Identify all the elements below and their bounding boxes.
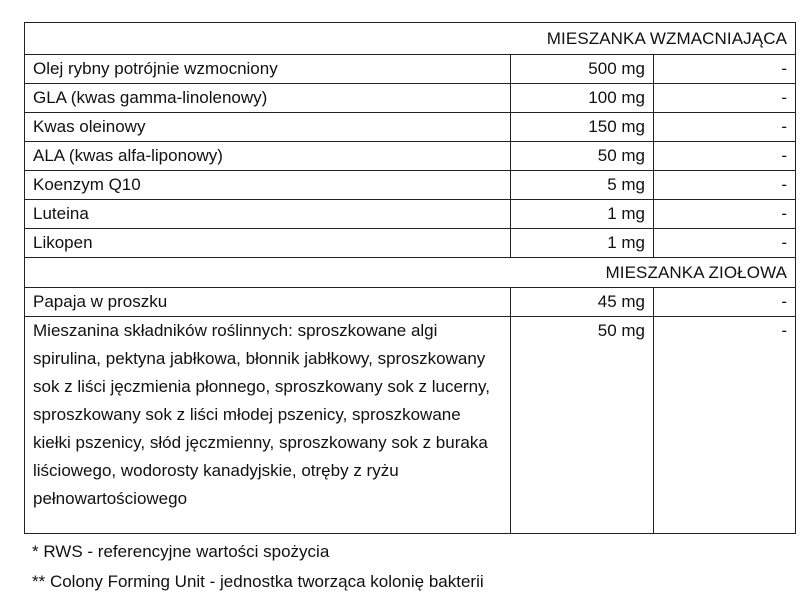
- table-row: [25, 113, 796, 142]
- ingredient-rws: -: [654, 55, 796, 84]
- ingredient-rws: -: [654, 317, 796, 534]
- ingredient-name: Olej rybny potrójnie wzmocniony: [25, 55, 511, 84]
- ingredient-amount: 5 mg: [511, 171, 654, 200]
- ingredient-amount: 1 mg: [511, 200, 654, 229]
- ingredient-amount: 50 mg: [511, 142, 654, 171]
- ingredient-name: Likopen: [25, 229, 511, 258]
- table-row: [25, 317, 796, 534]
- footnote-cfu: ** Colony Forming Unit - jednostka tworząca kolonię bakterii: [32, 572, 484, 591]
- ingredient-rws: -: [654, 229, 796, 258]
- section-title-ziolowa: MIESZANKA ZIOŁOWA: [25, 258, 796, 288]
- ingredient-rws: -: [654, 113, 796, 142]
- ingredient-name: Kwas oleinowy: [25, 113, 511, 142]
- table-row: [25, 229, 796, 258]
- footnotes: [32, 537, 484, 597]
- ingredient-amount: 150 mg: [511, 113, 654, 142]
- ingredient-rws: -: [654, 84, 796, 113]
- ingredient-rws: -: [654, 142, 796, 171]
- ingredient-rws: -: [654, 171, 796, 200]
- table-row: [25, 288, 796, 317]
- table-row: [25, 84, 796, 113]
- footnote-rws: * RWS - referencyjne wartości spożycia: [32, 542, 330, 561]
- table-row: [25, 200, 796, 229]
- nutrition-table: [24, 22, 796, 534]
- ingredient-name: Papaja w proszku: [25, 288, 511, 317]
- ingredient-amount: 1 mg: [511, 229, 654, 258]
- ingredient-name: GLA (kwas gamma-linolenowy): [25, 84, 511, 113]
- ingredient-rws: -: [654, 288, 796, 317]
- ingredient-name: ALA (kwas alfa-liponowy): [25, 142, 511, 171]
- section-header-row: [25, 23, 796, 55]
- section-title-wzmacniajaca: MIESZANKA WZMACNIAJĄCA: [25, 23, 796, 55]
- ingredient-name: Luteina: [25, 200, 511, 229]
- ingredient-amount: 100 mg: [511, 84, 654, 113]
- ingredient-rws: -: [654, 200, 796, 229]
- table-row: [25, 171, 796, 200]
- table-row: [25, 142, 796, 171]
- ingredient-name: Koenzym Q10: [25, 171, 511, 200]
- ingredient-name: Mieszanina składników roślinnych: sproszkowane algi spirulina, pektyna jabłkowa, błonnik jabłkowy, sproszkowany sok z liści jęczmienia płonnego, sproszkowany sok z lucerny, sproszkowany sok z liści młodej pszenicy, sproszkowane kiełki pszenicy, słód jęczmienny, sproszkowany sok z buraka liściowego, wodorosty kanadyjskie, otręby z ryżu pełnowartościowego: [25, 317, 511, 534]
- ingredient-amount: 45 mg: [511, 288, 654, 317]
- table-row: [25, 55, 796, 84]
- section-header-row: [25, 258, 796, 288]
- ingredient-amount: 500 mg: [511, 55, 654, 84]
- ingredient-amount: 50 mg: [511, 317, 654, 534]
